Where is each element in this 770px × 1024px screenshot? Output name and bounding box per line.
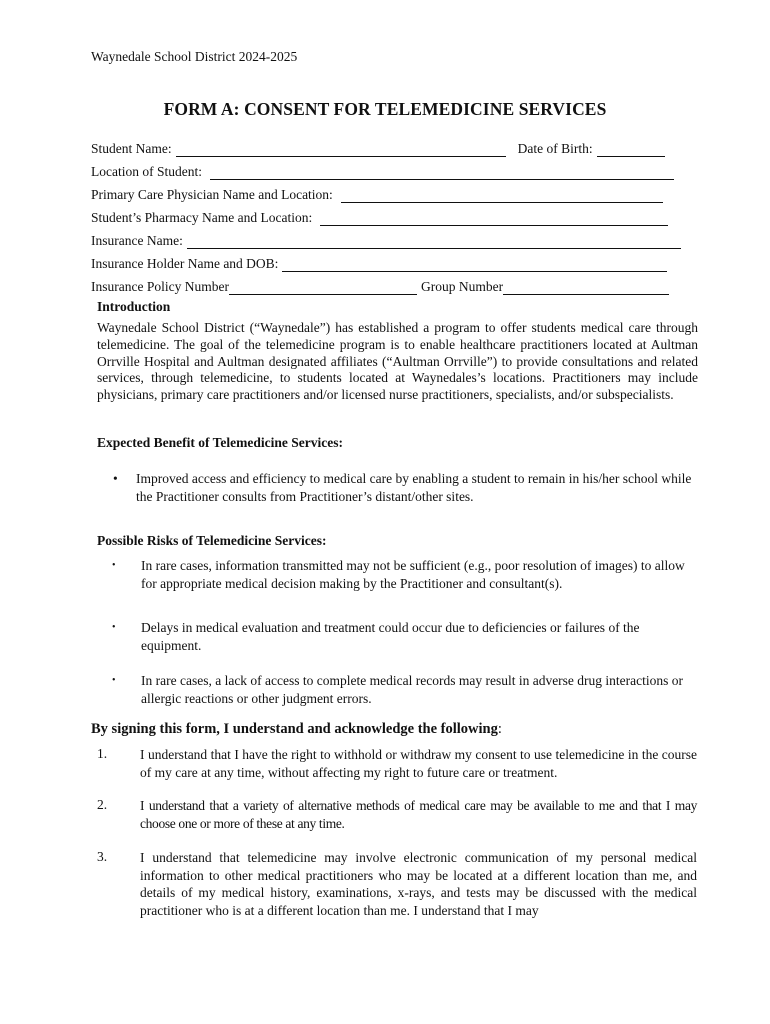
physician-line[interactable]	[341, 188, 663, 203]
acknowledge-heading-text: By signing this form, I understand and acknowledge the following	[91, 721, 498, 737]
pharmacy-row	[91, 206, 668, 226]
bullet-icon: •	[112, 622, 116, 633]
physician-row	[91, 183, 663, 203]
holder-label: Insurance Holder Name and DOB:	[91, 256, 279, 271]
introduction-text: Waynedale School District (“Waynedale”) has established a program to offer students medical care through telemedicine. The goal of the telemedicine program is to enable healthcare practitioners located at Aultman Orrville Hospital and Aultman designated affiliates (“Aultman Orrville”) to provide consultations and related services, through telemedicine, to students located at Waynedales’s locations. Practitioners may include physicians, primary care practitioners and/or licensed nurse practitioners, specialists, and/or subspecialists.	[97, 320, 698, 403]
risks-heading: Possible Risks of Telemedicine Services:	[97, 533, 327, 548]
insurance-label: Insurance Name:	[91, 233, 183, 248]
student-name-label: Student Name:	[91, 141, 172, 156]
list-item	[113, 470, 693, 505]
bullet-icon: •	[112, 675, 116, 686]
introduction-heading: Introduction	[97, 299, 171, 314]
location-label: Location of Student:	[91, 164, 202, 179]
list-item	[112, 557, 698, 592]
acknowledge-item-text: I understand that I have the right to withhold or withdraw my consent to use telemedicine in the course of my care at any time, without affecting my right to future care or treatment.	[140, 747, 697, 780]
acknowledge-colon: :	[497, 721, 502, 737]
bullet-icon: •	[113, 471, 118, 486]
location-line[interactable]	[210, 165, 674, 180]
item-number: 3.	[97, 849, 108, 864]
policy-label: Insurance Policy Number	[91, 279, 229, 294]
holder-row	[91, 252, 667, 272]
policy-row	[91, 275, 669, 295]
holder-line[interactable]	[282, 257, 667, 272]
benefit-item-text: Improved access and efficiency to medical care by enabling a student to remain in his/her school while the Practitioner consults from Practitioner’s distant/other sites.	[136, 471, 692, 504]
student-name-row	[91, 137, 665, 157]
item-number: 2.	[97, 797, 108, 812]
insurance-line[interactable]	[187, 234, 681, 249]
list-item	[112, 672, 698, 707]
risk-item-text: In rare cases, information transmitted may not be sufficient (e.g., poor resolution of images) to allow for appropriate medical decision making by the Practitioner and consultant(s).	[141, 558, 685, 591]
group-label: Group Number	[420, 279, 504, 294]
benefit-heading: Expected Benefit of Telemedicine Services:	[97, 435, 343, 450]
district-header: Waynedale School District 2024-2025	[91, 49, 298, 64]
date-of-birth-line[interactable]	[597, 142, 665, 157]
group-line[interactable]	[503, 280, 669, 295]
list-item	[112, 619, 698, 654]
physician-label: Primary Care Physician Name and Location:	[91, 187, 333, 202]
pharmacy-line[interactable]	[320, 211, 668, 226]
bullet-icon: •	[112, 560, 116, 571]
insurance-row	[91, 229, 681, 249]
acknowledge-item-text: I understand that a variety of alternative methods of medical care may be available to me and that I may choose one or more of these at any time.	[140, 798, 697, 831]
date-of-birth-label: Date of Birth:	[517, 141, 593, 156]
risk-item-text: In rare cases, a lack of access to complete medical records may result in adverse drug interactions or allergic reactions or other judgment errors.	[141, 673, 684, 706]
acknowledge-item-text: I understand that telemedicine may involve electronic communication of my personal medical information to other medical practitioners who may be located at a different location than me, and details of my medical history, examinations, x-rays, and tests may be discussed with the medical practitioner who is at a different location than me. I understand that I may	[140, 850, 697, 918]
policy-line[interactable]	[229, 280, 417, 295]
risk-item-text: Delays in medical evaluation and treatment could occur due to deficiencies or failures of the equipment.	[141, 620, 640, 653]
pharmacy-label: Student’s Pharmacy Name and Location:	[91, 210, 313, 225]
location-row	[91, 160, 674, 180]
student-name-line[interactable]	[176, 142, 506, 157]
form-title: FORM A: CONSENT FOR TELEMEDICINE SERVICES	[163, 99, 607, 119]
item-number: 1.	[97, 746, 108, 761]
acknowledge-heading	[91, 721, 502, 738]
